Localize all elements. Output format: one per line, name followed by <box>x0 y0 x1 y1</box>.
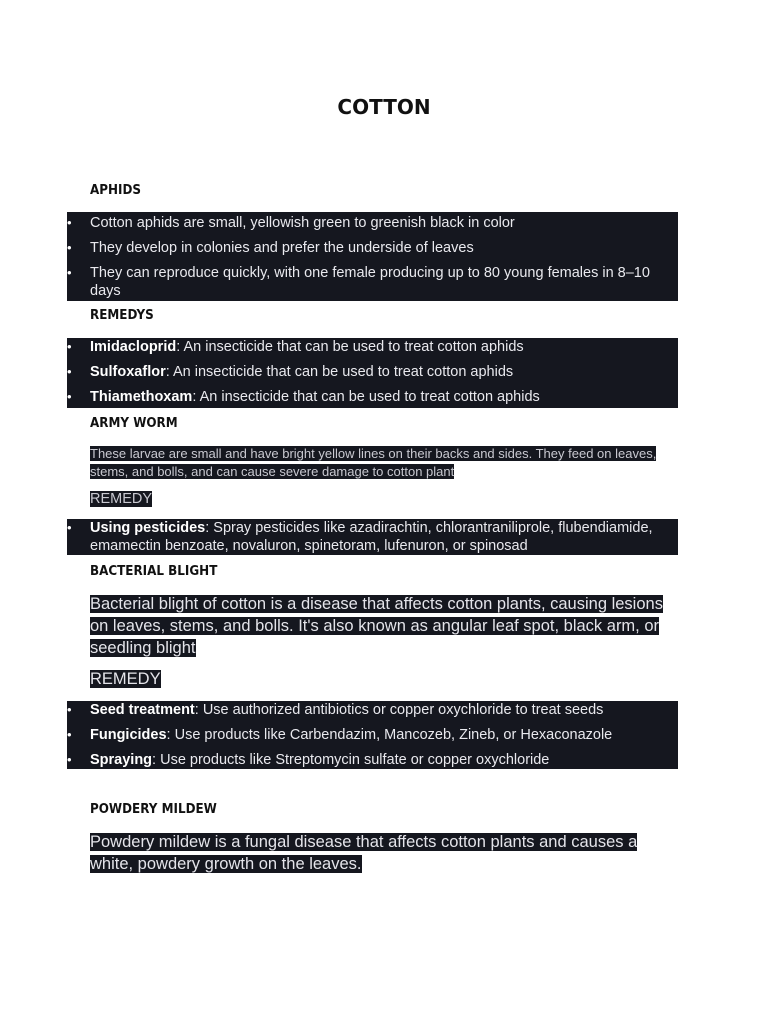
page-title: COTTON <box>337 95 431 119</box>
list-item: • They can reproduce quickly, with one female producing up to 80 young females in 8–10 days <box>67 264 678 300</box>
list-item: • Cotton aphids are small, yellowish green to greenish black in color <box>67 214 678 232</box>
powdery-mildew-paragraph: Powdery mildew is a fungal disease that affects cotton plants and causes a white, powdery growth on the leaves. <box>90 833 638 873</box>
bacterial-blight-list-block <box>67 701 678 769</box>
army-worm-list-block <box>67 519 678 555</box>
list-item: • Fungicides: Use products like Carbendazim, Mancozeb, Zineb, or Hexaconazole <box>67 726 678 744</box>
army-worm-heading: ARMY WORM <box>90 416 178 431</box>
bacterial-blight-remedy-label: REMEDY <box>90 670 161 688</box>
list-item: • Imidacloprid: An insecticide that can be used to treat cotton aphids <box>67 338 678 356</box>
list-item: • Seed treatment: Use authorized antibiotics or copper oxychloride to treat seeds <box>67 701 678 719</box>
remedys-heading: REMEDYS <box>90 308 154 323</box>
bacterial-blight-heading: BACTERIAL BLIGHT <box>90 564 218 579</box>
army-worm-paragraph: These larvae are small and have bright yellow lines on their backs and sides. They feed on leaves, stems, and bolls, and can cause severe damage to cotton plant <box>90 446 657 479</box>
aphids-heading: APHIDS <box>90 183 142 198</box>
powdery-mildew-heading: POWDERY MILDEW <box>90 802 217 817</box>
army-worm-remedy-label: REMEDY <box>90 491 153 507</box>
list-item: • Using pesticides: Spray pesticides like azadirachtin, chlorantraniliprole, flubendiamide, emamectin benzoate, novaluron, spinetoram, lufenuron, or spinosad <box>67 519 678 555</box>
list-item: • Sulfoxaflor: An insecticide that can be used to treat cotton aphids <box>67 363 678 381</box>
list-item: • Thiamethoxam: An insecticide that can be used to treat cotton aphids <box>67 388 678 406</box>
remedys-list-block <box>67 338 678 408</box>
list-item: • Spraying: Use products like Streptomycin sulfate or copper oxychloride <box>67 751 678 769</box>
bacterial-blight-paragraph: Bacterial blight of cotton is a disease that affects cotton plants, causing lesions on leaves, stems, and bolls. It's also known as angular leaf spot, black arm, or seedling blight <box>90 595 663 657</box>
list-item: • They develop in colonies and prefer the underside of leaves <box>67 239 678 257</box>
aphids-list-block <box>67 212 678 301</box>
